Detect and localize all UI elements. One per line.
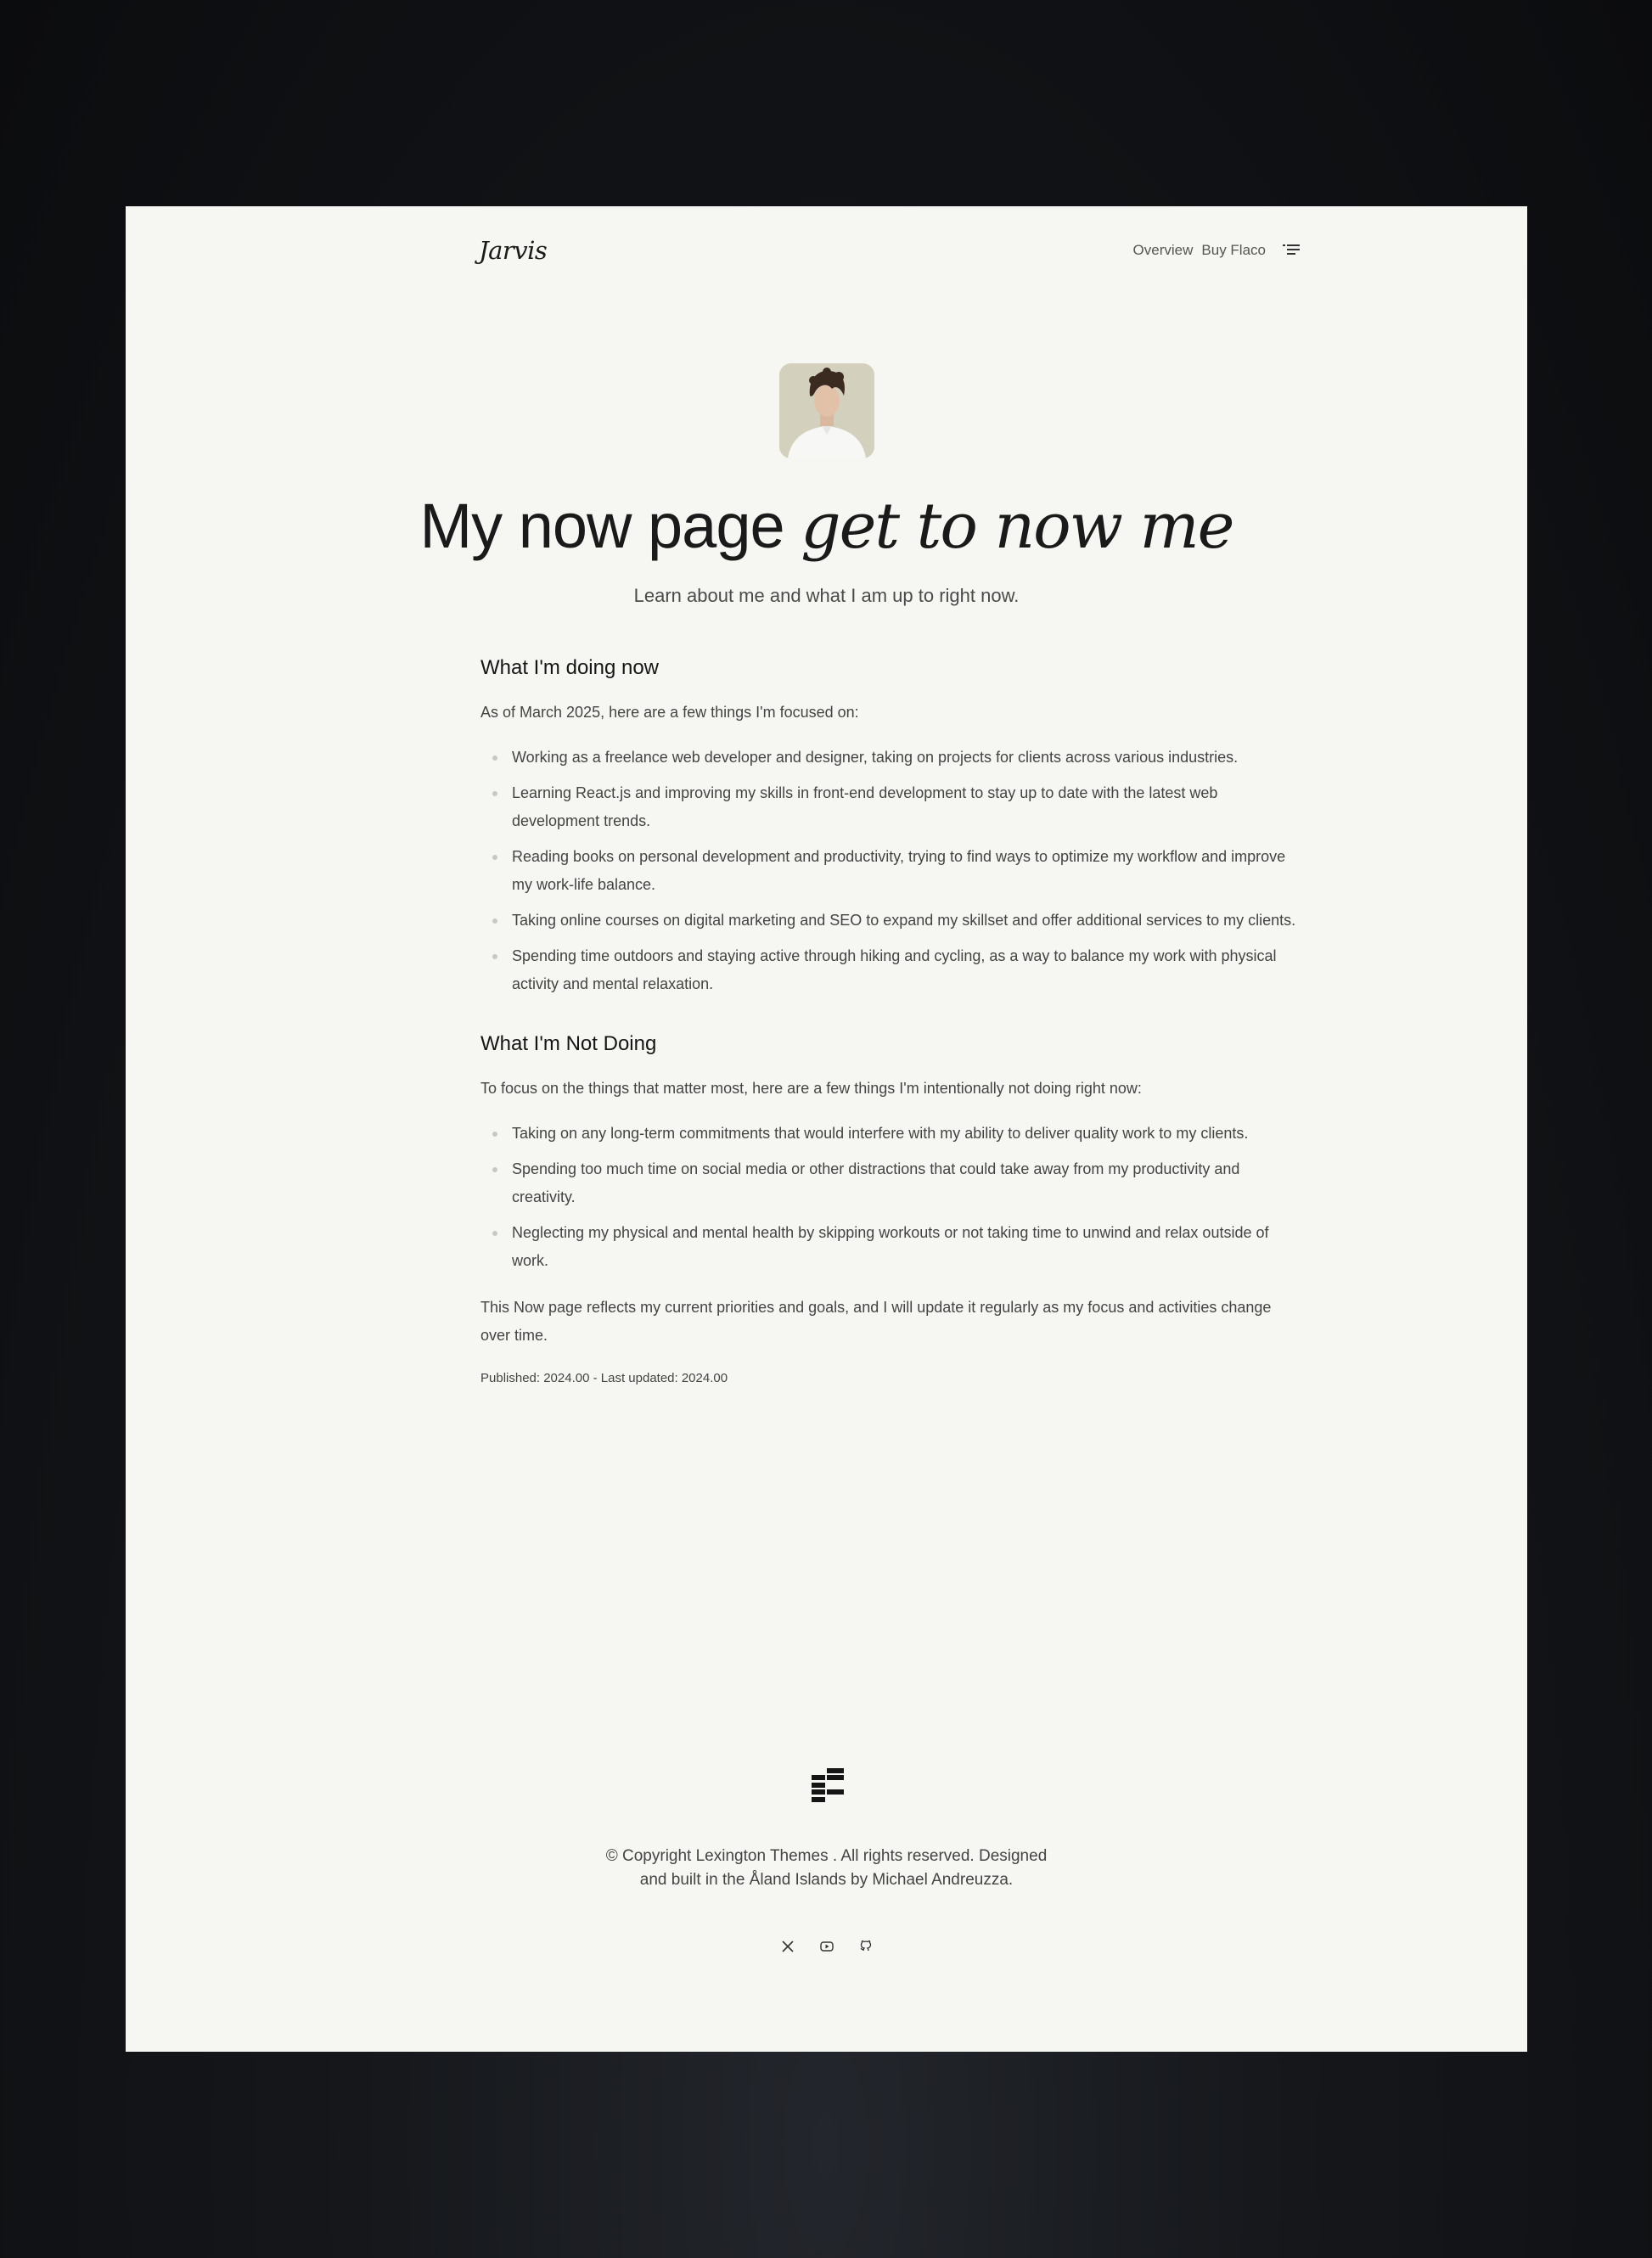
- list-item: Spending too much time on social media or other distractions that could take away from my productivity and creativity.: [480, 1155, 1297, 1211]
- section-intro-not-doing: To focus on the things that matter most, here are a few things I'm intentionally not doing right now:: [480, 1080, 1142, 1097]
- youtube-icon[interactable]: [820, 1940, 834, 1953]
- page-title-main: My now page: [419, 491, 784, 561]
- x-icon[interactable]: [781, 1940, 795, 1953]
- section-heading-doing: What I'm doing now: [480, 656, 660, 679]
- now-content: [480, 656, 1297, 1387]
- footer-logo-icon[interactable]: [812, 1768, 844, 1802]
- site-logo[interactable]: Jarvis: [479, 236, 548, 265]
- main-nav: [1133, 242, 1300, 259]
- page-subtitle: Learn about me and what I am up to right now.: [633, 585, 1020, 606]
- avatar: [779, 363, 874, 458]
- copyright-line-1: © Copyright Lexington Themes . All rights reserved. Designed: [605, 1847, 1048, 1865]
- nav-overview[interactable]: Overview: [1132, 242, 1194, 258]
- copyright-line-2: and built in the Åland Islands by Michael Andreuzza.: [639, 1871, 1014, 1889]
- copyright: [126, 1845, 1527, 1892]
- github-icon[interactable]: [859, 1940, 873, 1953]
- doing-list: [480, 744, 1297, 998]
- section-heading-not-doing: What I'm Not Doing: [480, 1032, 657, 1055]
- closing-paragraph: This Now page reflects my current priorities and goals, and I will update it regularly as my focus and activities change over time.: [480, 1299, 1272, 1344]
- list-item: Taking on any long-term commitments that would interfere with my ability to deliver quality work to my clients.: [480, 1120, 1297, 1148]
- not-doing-list: [480, 1120, 1297, 1275]
- list-item: Taking online courses on digital marketing and SEO to expand my skillset and offer additional services to my clients.: [480, 907, 1297, 935]
- list-item: Neglecting my physical and mental health by skipping workouts or not taking time to unwind and relax outside of work.: [480, 1219, 1297, 1275]
- list-item: Spending time outdoors and staying active through hiking and cycling, as a way to balance my work with physical activity and mental relaxation.: [480, 942, 1297, 998]
- list-item: Learning React.js and improving my skills in front-end development to stay up to date with the latest web development trends.: [480, 779, 1297, 835]
- page: [126, 206, 1527, 2052]
- nav-buy-flaco[interactable]: Buy Flaco: [1201, 242, 1266, 258]
- list-item: Reading books on personal development and productivity, trying to find ways to optimize my workflow and improve my work-life balance.: [480, 843, 1297, 899]
- page-title-italic: get to now me: [801, 490, 1233, 563]
- list-item: Working as a freelance web developer and designer, taking on projects for clients across various industries.: [480, 744, 1297, 772]
- page-title: [126, 490, 1527, 563]
- site-header: [479, 227, 1300, 274]
- social-links: [126, 1940, 1527, 1953]
- section-intro-doing: As of March 2025, here are a few things I'm focused on:: [480, 704, 859, 721]
- menu-icon[interactable]: [1283, 244, 1300, 257]
- published-date: Published: 2024.00 - Last updated: 2024.00: [480, 1371, 728, 1385]
